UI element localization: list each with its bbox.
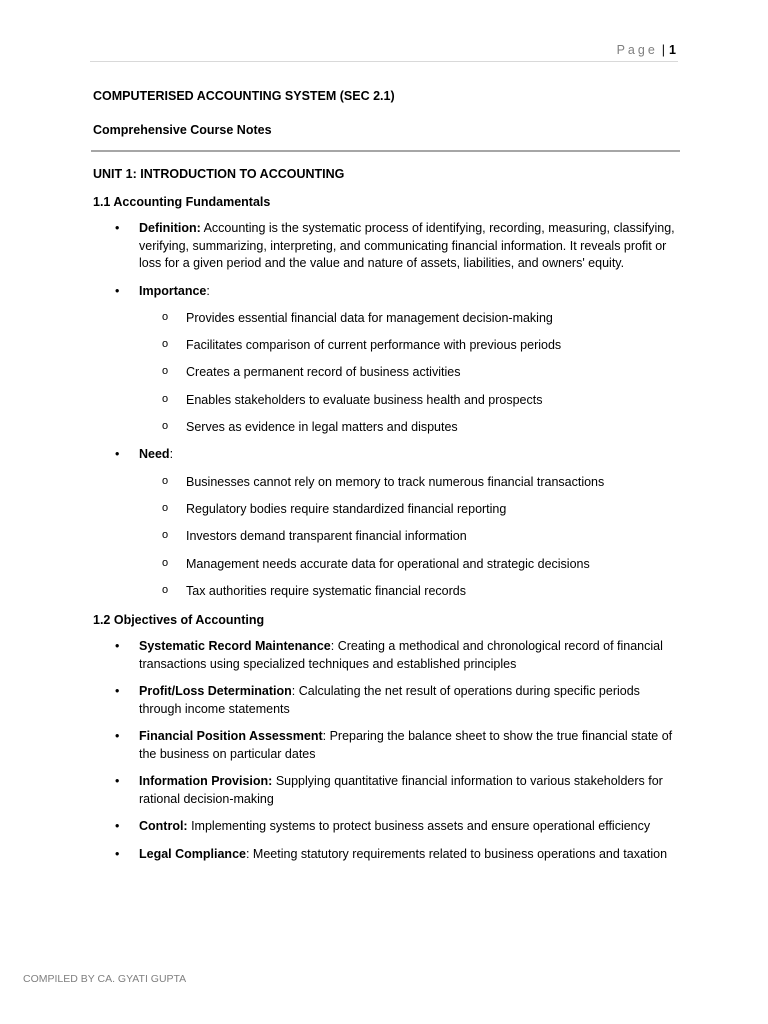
page-header bbox=[617, 43, 676, 57]
importance-sublist bbox=[139, 310, 678, 437]
list-item: o Regulatory bodies require standardized financial reporting bbox=[139, 501, 678, 519]
objective-label: Profit/Loss Determination bbox=[139, 684, 292, 699]
list-item-objective bbox=[93, 818, 678, 836]
importance-colon: : bbox=[206, 283, 210, 298]
list-item-objective bbox=[93, 638, 678, 673]
list-item-objective bbox=[93, 728, 678, 763]
list-item: o Management needs accurate data for operational and strategic decisions bbox=[139, 556, 678, 574]
list-item-need bbox=[93, 446, 678, 600]
list-item: o Investors demand transparent financial information bbox=[139, 528, 678, 546]
document-body bbox=[93, 88, 678, 863]
list-item-definition bbox=[93, 220, 678, 273]
need-colon: : bbox=[169, 447, 174, 462]
fundamentals-list bbox=[93, 220, 678, 600]
list-item: o Tax authorities require systematic financial records bbox=[139, 583, 678, 601]
list-item: o Facilitates comparison of current performance with previous periods bbox=[139, 337, 678, 355]
header-rule bbox=[90, 61, 678, 62]
list-item-objective bbox=[93, 773, 678, 808]
importance-label: Importance bbox=[139, 283, 207, 298]
need-label: Need bbox=[139, 447, 170, 462]
objective-text: Implementing systems to protect business assets and ensure operational efficiency bbox=[187, 819, 651, 834]
document-title: COMPUTERISED ACCOUNTING SYSTEM (SEC 2.1) bbox=[93, 89, 395, 103]
unit-title: UNIT 1: INTRODUCTION TO ACCOUNTING bbox=[93, 167, 345, 181]
section-title-fundamentals: 1.1 Accounting Fundamentals bbox=[93, 195, 271, 209]
objectives-list bbox=[93, 638, 678, 863]
definition-label: Definition: bbox=[139, 221, 201, 235]
objective-text: : Calculating the net result of operations during specific periods through income statements bbox=[139, 684, 640, 716]
objective-text: Supplying quantitative financial information to various stakeholders for rational decision-making bbox=[139, 774, 663, 806]
document-subtitle: Comprehensive Course Notes bbox=[93, 123, 272, 137]
objective-text: : Preparing the balance sheet to show the true financial state of the business on particular dates bbox=[139, 729, 673, 761]
objective-label: Systematic Record Maintenance bbox=[139, 639, 331, 654]
list-item: o Serves as evidence in legal matters and disputes bbox=[139, 419, 678, 437]
list-item: o Businesses cannot rely on memory to track numerous financial transactions bbox=[139, 474, 678, 492]
list-item: o Enables stakeholders to evaluate business health and prospects bbox=[139, 392, 678, 410]
objective-label: Control: bbox=[139, 819, 188, 834]
definition-text: Accounting is the systematic process of identifying, recording, measuring, classifying, verifying, summarizing, interpreting, and communicating financial information. It reveals profit or loss for a given period and the value and nature of assets, liabilities, and owners' equity. bbox=[139, 221, 675, 270]
list-item-objective bbox=[93, 683, 678, 718]
footer-compiled-by: COMPILED BY CA. GYATI GUPTA bbox=[23, 973, 187, 985]
list-item: o Provides essential financial data for management decision-making bbox=[139, 310, 678, 328]
objective-text: : Meeting statutory requirements related to business operations and taxation bbox=[245, 846, 668, 861]
list-item-importance bbox=[93, 283, 678, 437]
page-number: 1 bbox=[669, 43, 676, 57]
section-title-objectives: 1.2 Objectives of Accounting bbox=[93, 613, 265, 628]
list-item-objective bbox=[93, 846, 678, 864]
title-divider bbox=[91, 150, 680, 152]
objective-label: Legal Compliance bbox=[139, 846, 246, 861]
list-item: o Creates a permanent record of business activities bbox=[139, 364, 678, 382]
objective-label: Financial Position Assessment bbox=[139, 729, 323, 744]
need-sublist bbox=[139, 474, 678, 601]
page-word: Page bbox=[616, 43, 658, 57]
page-separator: | bbox=[661, 43, 666, 57]
objective-label: Information Provision: bbox=[139, 774, 273, 789]
objective-text: : Creating a methodical and chronological record of financial transactions using specialized techniques and established principles bbox=[139, 639, 663, 671]
